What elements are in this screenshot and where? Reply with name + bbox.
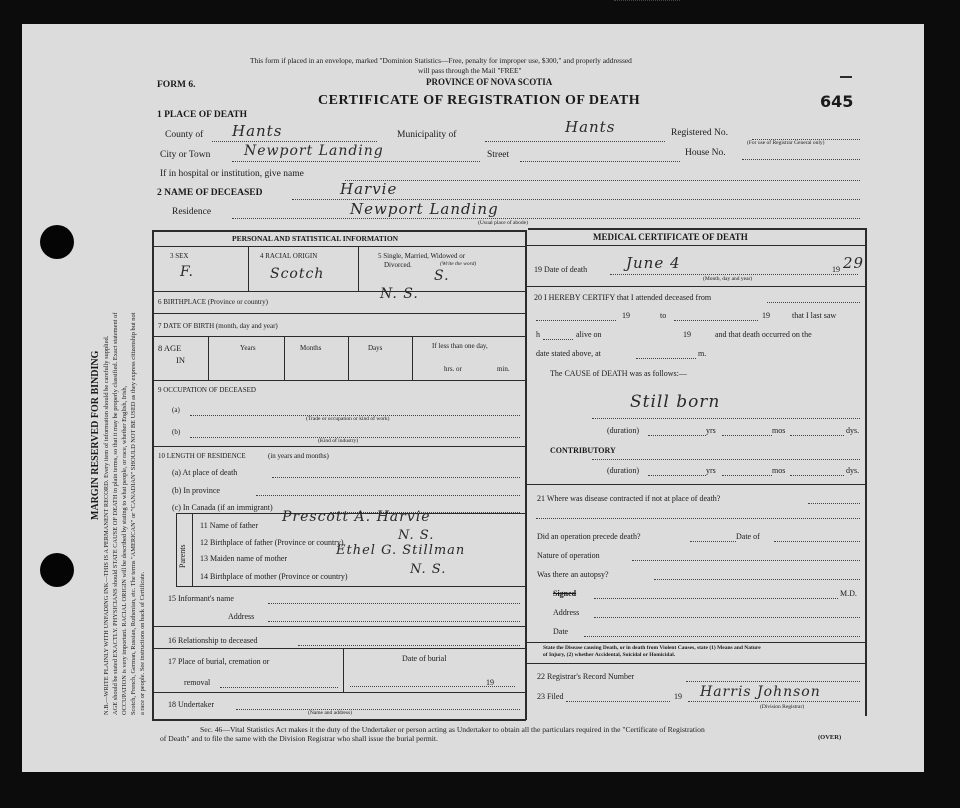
- residence-at-place-line: [272, 477, 520, 478]
- date-of-death-year-prefix: 19: [832, 265, 840, 274]
- informant-name-line: [268, 603, 520, 604]
- rule: [527, 245, 865, 246]
- certify-to-line: [674, 320, 758, 321]
- signer-address-label: Address: [553, 608, 580, 617]
- racial-origin-label: 4 RACIAL ORIGIN: [260, 252, 318, 260]
- age-hours-label: hrs. or: [444, 365, 462, 373]
- certify-to-year: 19: [762, 311, 770, 320]
- length-of-residence-note: (in years and months): [268, 452, 329, 460]
- informant-address-line: [268, 621, 520, 622]
- frame-middle: [525, 230, 527, 720]
- operation-date-label: Date of: [736, 532, 760, 541]
- residence-at-place-label: (a) At place of death: [172, 468, 238, 477]
- contributory-mos-line: [790, 475, 844, 476]
- certificate-number: 645: [820, 92, 854, 111]
- contributory-dys-label: dys.: [846, 466, 860, 475]
- autopsy-label: Was there an autopsy?: [537, 570, 609, 579]
- date-of-birth-label: 7 DATE OF BIRTH (month, day and year): [158, 322, 278, 330]
- certify-statement: 20 I HEREBY CERTIFY that I attended deceased from: [534, 293, 712, 302]
- disease-contracted-line: [808, 503, 860, 504]
- rule: [154, 336, 525, 337]
- mail-note: will pass through the Mail "FREE": [418, 66, 522, 75]
- county-line: [212, 141, 377, 142]
- municipality-value: Hants: [565, 118, 616, 136]
- filed-label: 23 Filed: [537, 692, 564, 701]
- length-of-residence-label: 10 LENGTH OF RESIDENCE: [158, 452, 246, 460]
- margin-instruction-line: OCCUPATION is very important. RACIAL ORIGIN will be described by stating to what people, or race, whether English, Irish,: [121, 385, 128, 715]
- nature-of-operation-label: Nature of operation: [537, 551, 600, 560]
- form-number: FORM 6.: [157, 80, 196, 90]
- rule: [348, 337, 349, 380]
- frame-left: [152, 230, 154, 720]
- hospital-label: If in hospital or institution, give name: [160, 169, 304, 179]
- mother-birthplace-value: N. S.: [410, 562, 447, 577]
- alive-h-label: h: [536, 330, 540, 339]
- informant-address-label: Address: [228, 612, 255, 621]
- frame-right: [865, 228, 867, 716]
- binding-margin-title: MARGIN RESERVED FOR BINDING: [90, 350, 101, 520]
- binding-hole-bottom: [40, 553, 74, 587]
- violent-causes-note: State the Disease causing Death, or in death from Violent Causes, state (1) Means and Nature: [543, 645, 761, 651]
- frame-top-left: [152, 230, 526, 232]
- rule: [527, 484, 865, 485]
- alive-on-line: [614, 0, 680, 1]
- margin-instruction-line: N.B.—WRITE PLAINLY WITH UNFADING INK—THIS IS A PERMANENT RECORD. Every item of information should be carefully supplied.: [103, 335, 110, 715]
- certify-from-year: 19: [622, 311, 630, 320]
- contributory-line: [592, 459, 860, 460]
- registrar-record-label: 22 Registrar's Record Number: [537, 672, 635, 681]
- age-months-label: Months: [300, 344, 322, 352]
- residence-note: (Usual place of abode): [478, 220, 528, 226]
- operation-date-line: [774, 541, 860, 542]
- street-label: Street: [487, 150, 510, 160]
- autopsy-line: [654, 579, 860, 580]
- municipality-label: Municipality of: [397, 130, 457, 140]
- rule: [154, 380, 525, 381]
- rule: [527, 663, 865, 664]
- occupation-a-note: (Trade or occupation or kind of work): [306, 416, 390, 422]
- margin-instruction-line: Scotch, French, German, Russian, Ruthenian, etc. The terms "AMERICAN" or "CANADIAN" SHOULD NOT BE USED as they express citizenship but not: [130, 312, 137, 715]
- age-label: 8 AGE: [158, 343, 182, 353]
- rule: [154, 446, 525, 447]
- dash-mark: [840, 76, 852, 78]
- certify-line: [767, 302, 860, 303]
- certificate-title: CERTIFICATE OF REGISTRATION OF DEATH: [318, 93, 641, 108]
- signer-address-line: [594, 617, 860, 618]
- rule: [154, 246, 525, 247]
- county-label: County of: [165, 130, 204, 140]
- mail-note: This form if placed in an envelope, marked "Dominion Statistics—Free, penalty for improper use, $300," and properly addressed: [250, 56, 632, 65]
- relationship-line: [298, 645, 520, 646]
- division-registrar-note: (Division Registrar): [760, 704, 805, 710]
- rule: [154, 313, 525, 314]
- father-birthplace-label: 12 Birthplace of father (Province or country): [200, 538, 344, 547]
- rule: [176, 586, 525, 587]
- marital-status-note: (Write the word): [440, 261, 477, 267]
- occupation-label: 9 OCCUPATION OF DECEASED: [158, 386, 256, 394]
- duration-mos-line: [790, 435, 844, 436]
- contributory-label: CONTRIBUTORY: [550, 446, 616, 455]
- signed-date-label: Date: [553, 627, 569, 636]
- alive-on-year: 19: [683, 330, 691, 339]
- burial-year-label: 19: [486, 678, 494, 687]
- certificate-page: [22, 24, 924, 772]
- age-label: IN: [176, 355, 185, 365]
- operation-label: Did an operation precede death?: [537, 532, 641, 541]
- footer-over: (OVER): [818, 734, 842, 741]
- registered-number-label: Registered No.: [671, 128, 728, 138]
- cause-of-death-value: Still born: [630, 392, 721, 412]
- violent-causes-note: of Injury, (2) whether Accidental, Suicidal or Homicidal.: [543, 652, 676, 658]
- date-stated-label: date stated above, at: [536, 349, 601, 358]
- date-stated-line: [636, 358, 696, 359]
- birthplace-value: N. S.: [380, 286, 419, 302]
- sex-value: F.: [180, 264, 194, 280]
- operation-line: [690, 541, 736, 542]
- personal-info-heading: PERSONAL AND STATISTICAL INFORMATION: [232, 234, 399, 243]
- date-of-death-label: 19 Date of death: [534, 265, 588, 274]
- certify-to-label: to: [660, 311, 667, 320]
- last-saw-label: that I last saw: [792, 311, 837, 320]
- rule: [176, 513, 177, 587]
- disease-contracted-line-2: [536, 518, 860, 519]
- duration-label: (duration): [607, 426, 639, 435]
- mother-name-label: 13 Maiden name of mother: [200, 554, 288, 563]
- footer-statute: of Death" and to file the same with the Division Registrar who shall issue the burial permit.: [160, 734, 438, 743]
- footer-statute: Sec. 46—Vital Statistics Act makes it the duty of the Undertaker or person acting as Undertaker to obtain all the particulars required in the "Certificate of Registration: [200, 725, 705, 734]
- duration-mos-label: mos: [772, 426, 786, 435]
- father-name-value: Prescott A. Harvie: [282, 509, 431, 525]
- residence-line: [232, 218, 860, 219]
- city-value: Newport Landing: [244, 143, 384, 159]
- undertaker-line: [236, 709, 520, 710]
- rule: [527, 642, 865, 643]
- date-stated-m-label: m.: [698, 349, 707, 358]
- contributory-duration-label: (duration): [607, 466, 639, 475]
- father-birthplace-value: N. S.: [398, 528, 435, 543]
- duration-yrs-line: [722, 435, 772, 436]
- sex-label: 3 SEX: [170, 252, 189, 260]
- death-occurred-label: and that death occurred on the: [715, 330, 812, 339]
- md-label: M.D.: [840, 589, 857, 598]
- residence-label: Residence: [172, 207, 212, 217]
- frame-bottom: [152, 719, 526, 721]
- city-label: City or Town: [160, 150, 211, 160]
- rule: [192, 513, 193, 587]
- age-days-label: Days: [368, 344, 383, 352]
- county-value: Hants: [232, 122, 283, 140]
- place-of-death-heading: 1 PLACE OF DEATH: [157, 110, 247, 120]
- registrar-signature: Harris Johnson: [700, 684, 821, 700]
- certify-from-line: [536, 320, 616, 321]
- date-of-death-year-value: 29: [843, 254, 865, 272]
- rule: [154, 648, 525, 649]
- contributory-yrs-label: yrs: [706, 466, 716, 475]
- marital-status-label: Divorced.: [384, 261, 412, 269]
- duration-line: [648, 435, 706, 436]
- rule: [343, 649, 344, 693]
- contributory-yrs-line: [722, 475, 772, 476]
- cause-of-death-line: [592, 418, 860, 419]
- contributory-duration-line: [648, 475, 706, 476]
- alive-h-line: [543, 339, 573, 340]
- occupation-b-note: (Kind of industry): [318, 438, 359, 444]
- undertaker-note: (Name and address): [308, 710, 352, 716]
- name-of-deceased-value: Harvie: [340, 180, 398, 198]
- margin-instruction-line: AGE should be stated EXACTLY. PHYSICIANS should STATE CAUSE OF DEATH in plain terms, so that it may be properly classified. Exact statement of: [112, 312, 119, 715]
- filed-year-label: 19: [674, 692, 682, 701]
- birthplace-label: 6 BIRTHPLACE (Province or country): [158, 298, 269, 306]
- signed-label: Signed: [553, 589, 577, 598]
- burial-place-label: 17 Place of burial, cremation or: [168, 657, 270, 666]
- marital-status-label: 5 Single, Married, Widowed or: [378, 252, 466, 260]
- nature-of-operation-line: [632, 560, 860, 561]
- residence-province-label: (b) In province: [172, 486, 220, 495]
- house-number-line: [742, 159, 860, 160]
- burial-place-line: [220, 687, 338, 688]
- date-of-death-note: (Month, day and year): [703, 276, 753, 282]
- contributory-mos-label: mos: [772, 466, 786, 475]
- frame-top-right: [528, 228, 866, 230]
- province-heading: PROVINCE OF NOVA SCOTIA: [426, 77, 553, 87]
- racial-origin-value: Scotch: [270, 266, 325, 282]
- rule: [154, 291, 525, 292]
- age-less-than-day-label: If less than one day,: [432, 342, 488, 350]
- undertaker-label: 18 Undertaker: [168, 700, 214, 709]
- age-minutes-label: min.: [497, 365, 510, 373]
- cause-of-death-label: The CAUSE of DEATH was as follows:—: [550, 369, 687, 378]
- residence-province-line: [256, 495, 520, 496]
- municipality-line: [485, 141, 665, 142]
- burial-date-label: Date of burial: [402, 654, 447, 663]
- alive-on-label: alive on: [576, 330, 602, 339]
- residence-value: Newport Landing: [350, 200, 499, 218]
- disease-contracted-label: 21 Where was disease contracted if not at place of death?: [537, 494, 721, 503]
- rule: [248, 246, 249, 292]
- rule: [527, 286, 865, 287]
- mother-name-value: Ethel G. Stillman: [336, 543, 466, 558]
- rule: [208, 337, 209, 380]
- residence-canada-label: (c) In Canada (if an immigrant): [172, 503, 273, 512]
- informant-name-label: 15 Informant's name: [168, 594, 234, 603]
- filed-line: [566, 701, 670, 702]
- house-number-label: House No.: [685, 148, 726, 158]
- father-name-label: 11 Name of father: [200, 521, 259, 530]
- registrar-signature-line: [688, 701, 860, 702]
- duration-yrs-label: yrs: [706, 426, 716, 435]
- name-of-deceased-label: 2 NAME OF DECEASED: [157, 188, 263, 198]
- mother-birthplace-label: 14 Birthplace of mother (Province or country): [200, 572, 348, 581]
- rule: [412, 337, 413, 380]
- signed-date-line: [584, 636, 860, 637]
- marital-status-value: S.: [434, 268, 450, 284]
- parents-label: Parents: [178, 544, 187, 568]
- duration-dys-label: dys.: [846, 426, 860, 435]
- city-line: [232, 161, 480, 162]
- binding-hole-top: [40, 225, 74, 259]
- rule: [284, 337, 285, 380]
- occupation-a-label: (a): [172, 406, 180, 414]
- hospital-line: [345, 180, 860, 181]
- date-of-death-value: June 4: [626, 254, 681, 272]
- rule: [154, 692, 525, 693]
- registered-number-note: (For use of Registrar General only): [747, 140, 825, 146]
- signed-line: [594, 598, 838, 599]
- age-years-label: Years: [240, 344, 256, 352]
- registrar-record-line: [686, 681, 860, 682]
- margin-instruction-line: a race or people. See instructions on back of Certificate.: [139, 571, 146, 715]
- medical-certificate-heading: MEDICAL CERTIFICATE OF DEATH: [593, 232, 748, 242]
- occupation-b-label: (b): [172, 428, 181, 436]
- rule: [358, 246, 359, 292]
- rule: [154, 626, 525, 627]
- street-line: [520, 161, 680, 162]
- relationship-label: 16 Relationship to deceased: [168, 636, 258, 645]
- burial-place-label: removal: [184, 678, 211, 687]
- date-of-death-line: [610, 274, 858, 275]
